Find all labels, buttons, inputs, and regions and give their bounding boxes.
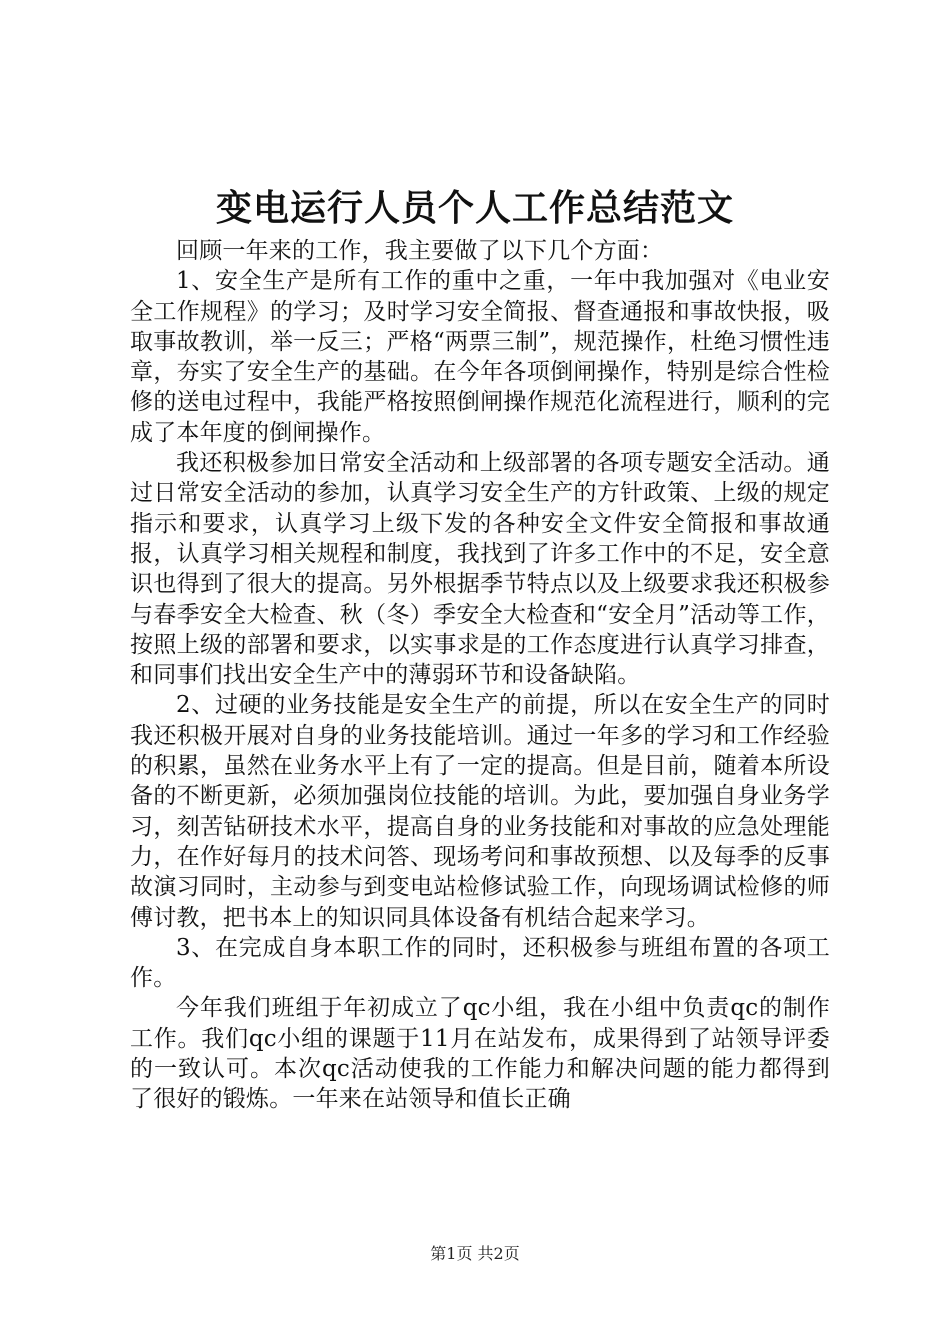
paragraph-team-work: 3、在完成自身本职工作的同时，还积极参与班组布置的各项工作。 — [130, 934, 830, 992]
paragraph-safety-activities: 我还积极参加日常安全活动和上级部署的各项专题安全活动。通过日常安全活动的参加，认真学习安全生产的方针政策、上级的规定指示和要求，认真学习上级下发的各种安全文件安全简报和事故通报，认真学习相关规程和制度，我找到了许多工作中的不足，安全意识也得到了很大的提高。另外根据季节特点以及上级要求我还积极参与春季安全大检查、秋（冬）季安全大检查和“安全月”活动等工作，按照上级的部署和要求，以实事求是的工作态度进行认真学习排查，和同事们找出安全生产中的薄弱环节和设备缺陷。 — [130, 450, 830, 689]
paragraph-qc-group: 今年我们班组于年初成立了qc小组，我在小组中负责qc的制作工作。我们qc小组的课题于11月在站发布，成果得到了站领导评委的一致认可。本次qc活动使我的工作能力和解决问题的能力都得到了很好的锻炼。一年来在站领导和值长正确 — [130, 995, 830, 1113]
paragraph-intro: 回顾一年来的工作，我主要做了以下几个方面： — [176, 238, 664, 264]
document-body — [130, 236, 830, 1115]
paragraph-skills-training: 2、过硬的业务技能是安全生产的前提，所以在安全生产的同时我还积极开展对自身的业务技能培训。通过一年多的学习和工作经验的积累，虽然在业务水平上有了一定的提高。但是目前，随着本所设备的不断更新，必须加强岗位技能的培训。为此，要加强自身业务学习，刻苦钻研技术水平，提高自身的业务技能和对事故的应急处理能力，在作好每月的技术问答、现场考问和事故预想、以及每季的反事故演习同时，主动参与到变电站检修试验工作，向现场调试检修的师傅讨教，把书本上的知识同具体设备有机结合起来学习。 — [130, 692, 830, 931]
page-number: 第1页 共2页 — [430, 1244, 520, 1263]
paragraph-safety-production: 1、安全生产是所有工作的重中之重，一年中我加强对《电业安全工作规程》的学习；及时学习安全简报、督查通报和事故快报，吸取事故教训，举一反三；严格“两票三制”，规范操作，杜绝习惯性违章，夯实了安全生产的基础。在今年各项倒闸操作，特别是综合性检修的送电过程中，我能严格按照倒闸操作规范化流程进行，顺利的完成了本年度的倒闸操作。 — [130, 268, 830, 446]
document-title: 变电运行人员个人工作总结范文 — [215, 187, 734, 229]
